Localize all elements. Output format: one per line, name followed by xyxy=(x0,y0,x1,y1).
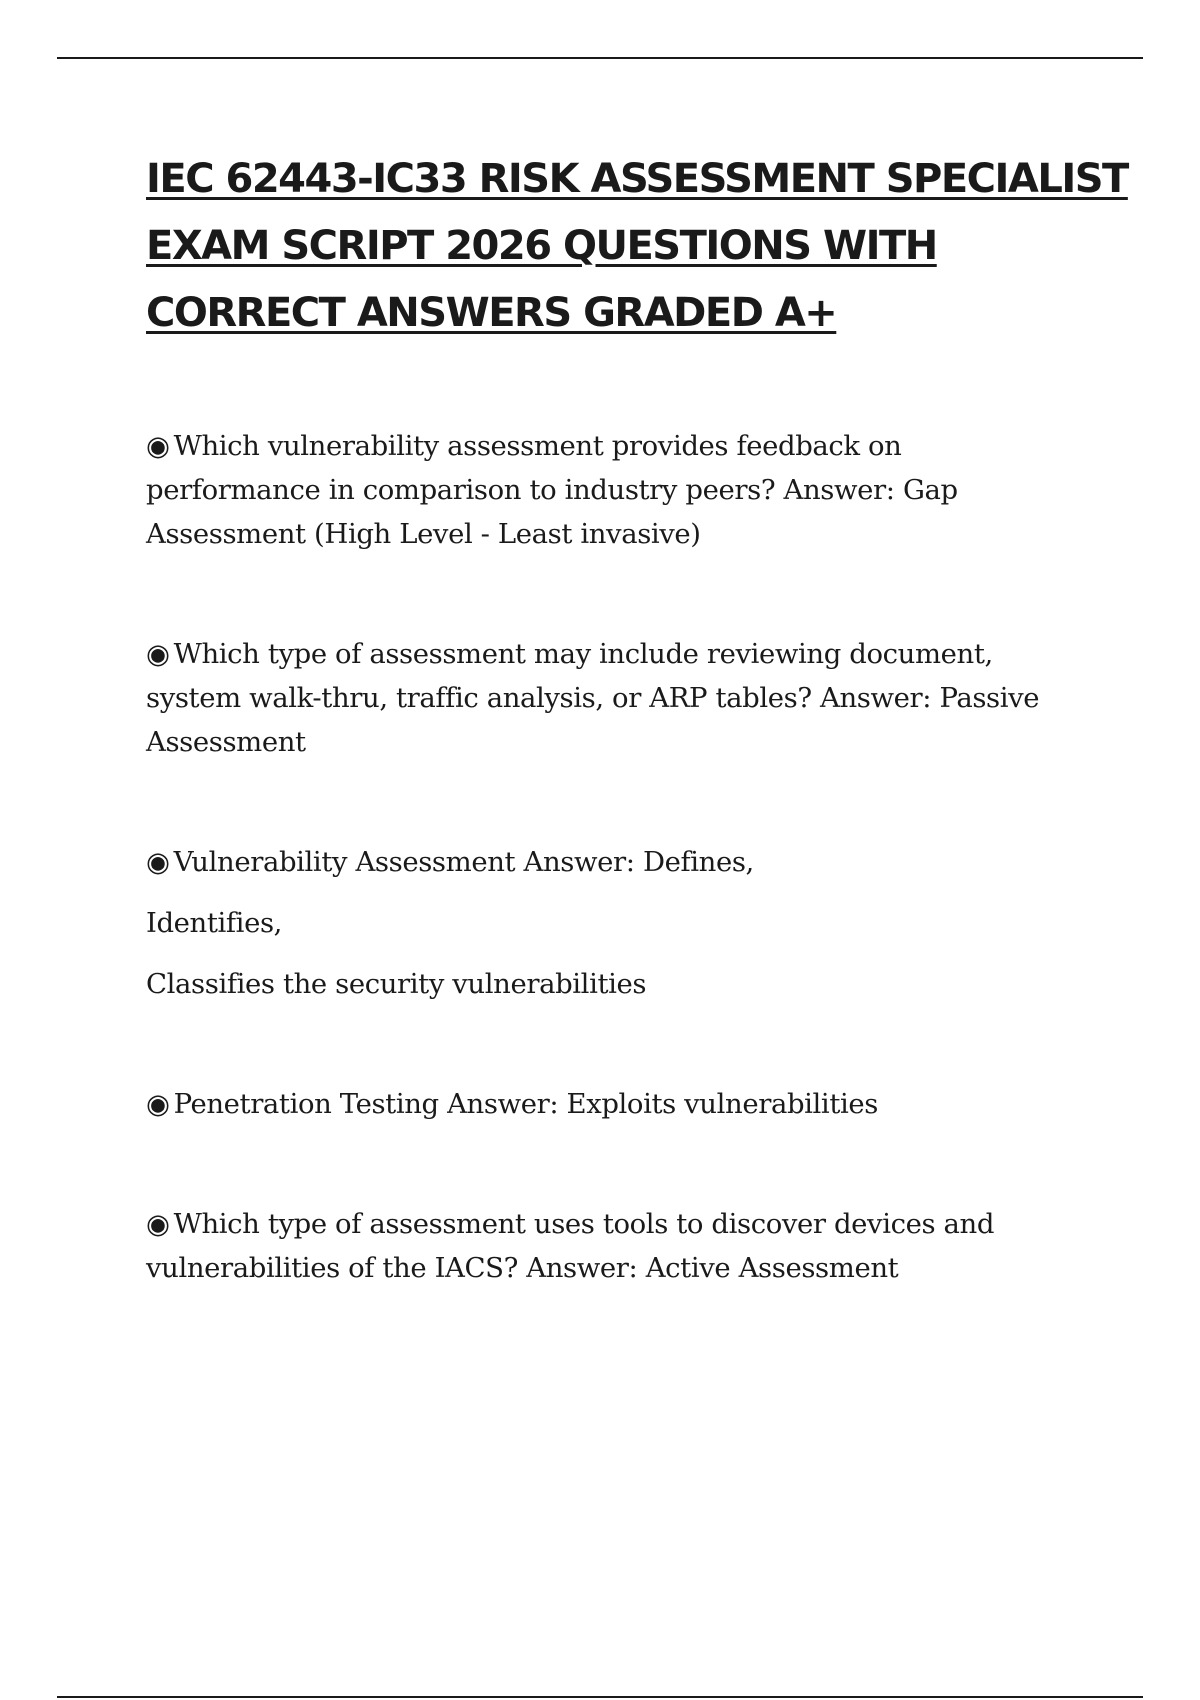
qa-item xyxy=(146,840,1066,1006)
qa-text xyxy=(146,632,1066,764)
bullet-icon: ◉ xyxy=(146,638,170,670)
title-line: EXAM SCRIPT 2026 QUESTIONS WITH xyxy=(146,223,937,269)
qa-line: Penetration Testing Answer: Exploits vulnerabilities xyxy=(173,1088,878,1120)
qa-list xyxy=(146,424,1066,1290)
qa-line: Which type of assessment may include reviewing document, system walk-thru, traffic analysis, or ARP tables? Answer: Passive Assessment xyxy=(146,638,1040,758)
bullet-icon: ◉ xyxy=(146,430,170,462)
qa-item xyxy=(146,1202,1066,1290)
document-title xyxy=(146,146,1128,347)
title-line: IEC 62443-IC33 RISK ASSESSMENT SPECIALIST xyxy=(146,156,1128,202)
bullet-icon: ◉ xyxy=(146,846,170,878)
qa-line: Identifies, xyxy=(146,907,283,939)
top-rule xyxy=(57,57,1143,59)
qa-line: Vulnerability Assessment Answer: Defines, xyxy=(173,846,754,878)
qa-item xyxy=(146,632,1066,764)
qa-text xyxy=(146,1082,1066,1126)
qa-line: Classifies the security vulnerabilities xyxy=(146,968,647,1000)
qa-line: Which vulnerability assessment provides feedback on performance in comparison to industry peers? Answer: Gap Assessment (High Level - Least invasive) xyxy=(146,430,958,550)
qa-text xyxy=(146,1202,1066,1290)
bullet-icon: ◉ xyxy=(146,1208,170,1240)
qa-text xyxy=(146,424,1066,556)
title-line: CORRECT ANSWERS GRADED A+ xyxy=(146,290,837,336)
qa-item xyxy=(146,1082,1066,1126)
qa-line: Which type of assessment uses tools to discover devices and vulnerabilities of the IACS? Answer: Active Assessment xyxy=(146,1208,995,1284)
qa-text xyxy=(146,840,1066,884)
bottom-rule xyxy=(57,1696,1143,1698)
bullet-icon: ◉ xyxy=(146,1088,170,1120)
qa-item xyxy=(146,424,1066,556)
